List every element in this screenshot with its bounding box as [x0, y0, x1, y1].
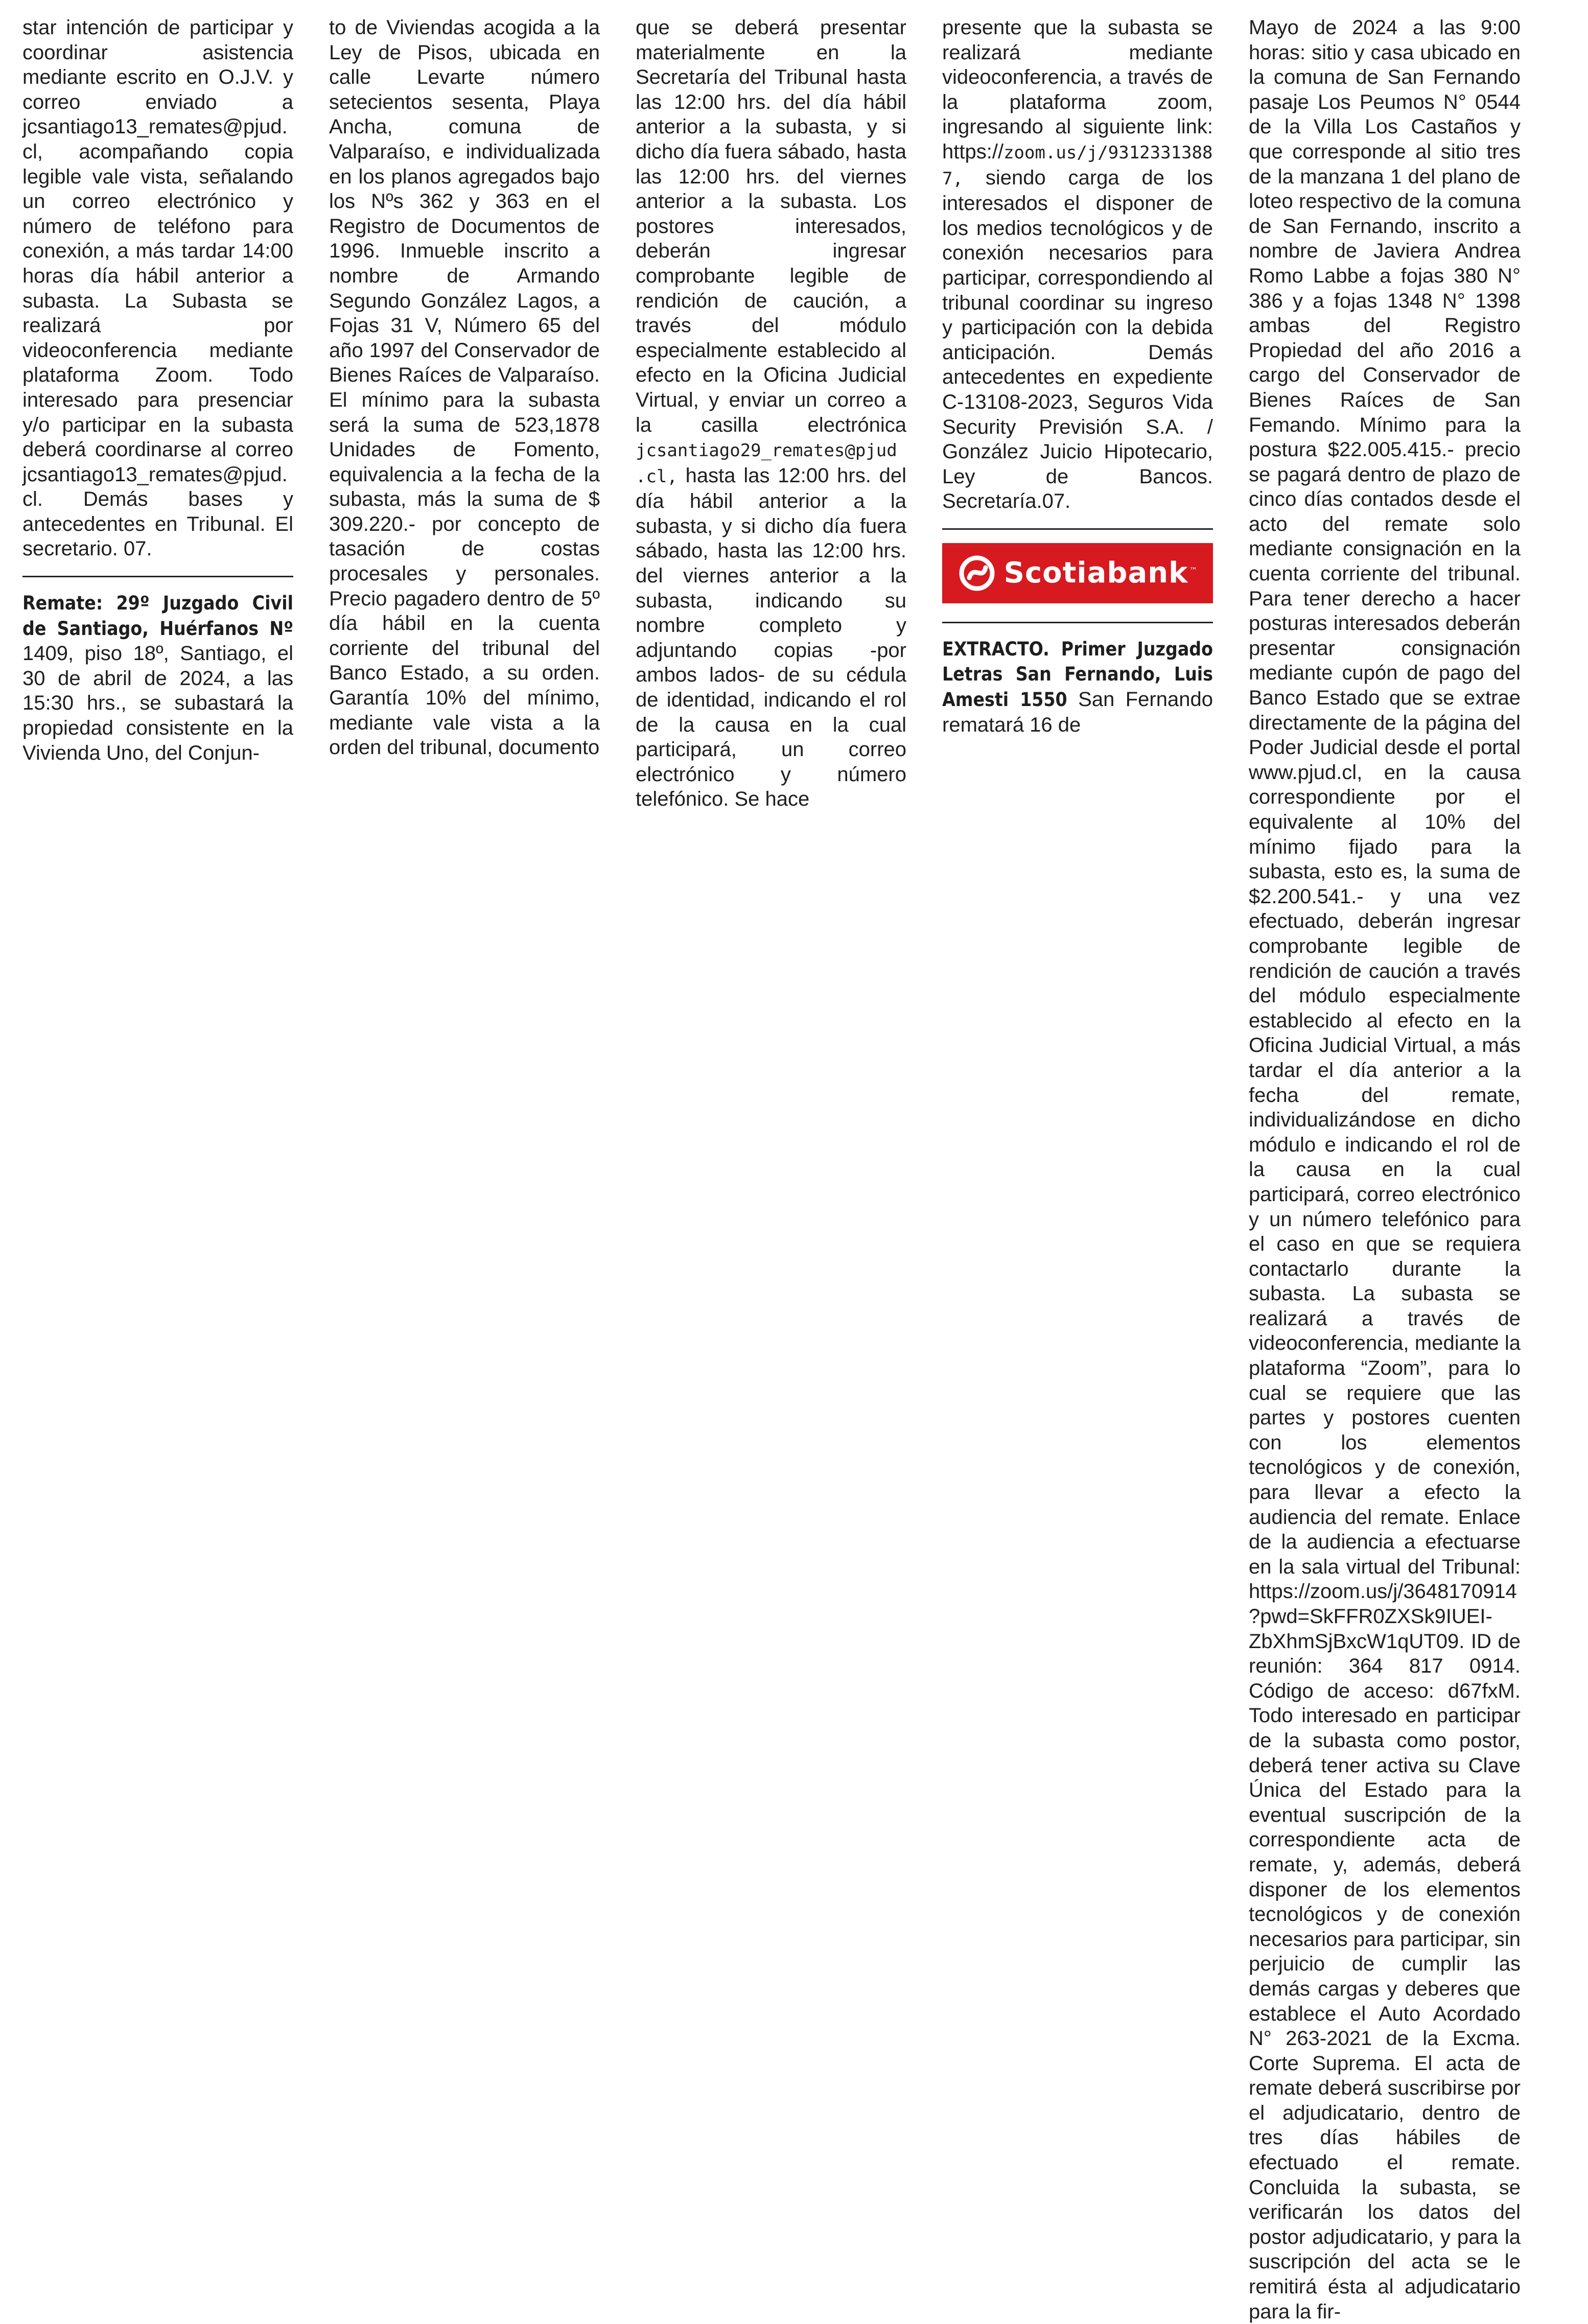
column-3: [636, 15, 906, 812]
notice-text-segment: presente que la subasta se realizará mediante videoconferencia, a través de la plataforma zoom, ingresando al siguiente link: https://: [942, 16, 1213, 163]
email-address: jcsantiago29_remates@pjud.cl,: [636, 440, 897, 487]
column-2: [329, 15, 600, 760]
column-divider: [22, 576, 293, 577]
column-4: [942, 15, 1213, 737]
logo-trademark: ™: [1189, 565, 1198, 575]
notice-body-text: [636, 15, 906, 812]
column-divider: [942, 528, 1213, 530]
notice-body-text: Mayo de 2024 a las 9:00 horas: sitio y casa ubicado en la comuna de San Fernando pasaje Los Peumos N° 0544 de la Villa Los Castaños y que corresponde al sitio tres de la manzana 1 del plano de loteo respectivo de la comuna de San Fernando, inscrito a nombre de Javiera Andrea Romo Labbe a fojas 380 N° 386 y a fojas 1348 N° 1398 ambas del Registro Propiedad del año 2016 a cargo del Conservador de Bienes Raíces de San Femando. Mínimo para la postura $22.005.415.- precio se pagará dentro de plazo de cinco días contados desde el acto del remate solo mediante consignación en la cuenta corriente del tribunal. Para tener derecho a hacer posturas interesados deberán presentar consignación mediante cupón de pago del Banco Estado que se extrae directamente de la página del Poder Judicial desde el portal www.pjud.cl, en la causa correspondiente por el equivalente al 10% del mínimo fijado para la subasta, esto es, la suma de $2.200.541.- y una vez efectuado, deberán ingresar comprobante legible de rendición de caución a través del módulo especialmente establecido al efecto en la Oficina Judicial Virtual, a más tardar el día anterior a la fecha del remate, individualizándose en dicho módulo e indicando el rol de la causa en la cual participará, correo electrónico y un número telefónico para el caso en que se requiera contactarlo durante la subasta. La subasta se realizará a través de videoconferencia, mediante la plataforma “Zoom”, para lo cual se requiere que las partes y postores cuenten con los elementos tecnológicos y de conexión, para llevar a efecto la audiencia del remate. Enlace de la audiencia a efectuarse en la sala virtual del Tribunal: https://zoom.us/j/3648170914?pwd=SkFFR0ZXSk9IUEI-ZbXhmSjBxcW1qUT09. ID de reunión: 364 817 0914. Código de acceso: d67fxM. Todo interesado en participar de la subasta como postor, deberá tener activa su Clave Única del Estado para la eventual suscripción de la correspondiente acta de remate, y, además, deberá disponer de los elementos tecnológicos y de conexión necesarios para participar, sin perjuicio de cumplir las demás cargas y deberes que establece el Auto Acordado N° 263-2021 de la Excma. Corte Suprema. El acta de remate deberá suscribirse por el adjudicatario, dentro de tres días hábiles de efectuado el remate. Concluida la subasta, se verificarán los datos del postor adjudicatario, y para la suscripción del acta se le remitirá ésta al adjudicatario para la fir-: [1249, 16, 1521, 2323]
scotiabank-logo: [942, 543, 1213, 603]
column-divider: [942, 622, 1213, 623]
zoom-link: zoom.us/j/93123313887,: [942, 142, 1213, 189]
column-5: [1249, 15, 1521, 2324]
notice-heading: EXTRACTO. Primer Juzgado Letras San Fernando, Luis Amesti 1550: [942, 638, 1213, 711]
column-1: [22, 15, 293, 765]
notice-body-text: 1409, piso 18º, Santiago, el 30 de abril de 2024, a las 15:30 hrs., se subastará la propiedad consistente en la Vivienda Uno, del Conjun-: [22, 642, 293, 764]
notice-continuation-text: star intención de participar y coordinar asistencia mediante escrito en O.J.V. y correo enviado a jcsantiago13_remates@pjud.cl, acompañando copia legible vale vista, señalando un correo electrónico y número de teléfono para conexión, a más tardar 14:00 horas día hábil anterior a subasta. La Subasta se realizará por videoconferencia mediante plataforma Zoom. Todo interesado para presenciar y/o participar en la subasta deberá coordinarse al correo jcsantiago13_remates@pjud.cl. Demás bases y antecedentes en Tribunal. El secretario. 07.: [22, 16, 293, 560]
scotiabank-flame-icon: [958, 554, 996, 592]
notice-body-text: [942, 15, 1213, 514]
logo-wordmark: Scotiabank: [1003, 556, 1188, 590]
notice-remate-29-juzgado: [22, 591, 293, 765]
notice-heading: Remate: 29º Juzgado Civil de Santiago, Huérfanos Nº: [22, 592, 293, 640]
notice-extracto-san-fernando: [942, 637, 1213, 737]
notice-text-segment: siendo carga de los interesados el disponer de los medios tecnológicos y de conexión necesarios para participar, correspondiendo al tribunal coordinar su ingreso y participación con la debida anticipación. Demás antecedentes en expediente C-13108-2023, Seguros Vida Security Previsión S.A. / González Juicio Hipotecario, Ley de Bancos. Secretaría.07.: [942, 166, 1213, 513]
notice-body-text: San Fernando rematará 16 de: [942, 688, 1213, 736]
notice-text-segment: hasta las 12:00 hrs. del día hábil anterior a la subasta, y si dicho día fuera sábado, hasta las 12:00 hrs. del viernes anterior a la subasta, indicando su nombre completo y adjuntando copias -por ambos lados- de su cédula de identidad, indicando el rol de la causa en la cual participará, un correo electrónico y número telefónico. Se hace: [636, 464, 906, 811]
notice-body-text: to de Viviendas acogida a la Ley de Pisos, ubicada en calle Levarte número setecientos sesenta, Playa Ancha, comuna de Valparaíso, e individualizada en los planos agregados bajo los Nºs 362 y 363 en el Registro de Documentos de 1996. Inmueble inscrito a nombre de Armando Segundo González Lagos, a Fojas 31 V, Número 65 del año 1997 del Conservador de Bienes Raíces de Valparaíso. El mínimo para la subasta será la suma de 523,1878 Unidades de Fomento, equivalencia a la fecha de la subasta, más la suma de $ 309.220.- por concepto de tasación de costas procesales y personales. Precio pagadero dentro de 5º día hábil en la cuenta corriente del tribunal del Banco Estado, a su orden. Garantía 10% del mínimo, mediante vale vista a la orden del tribunal, documento: [329, 16, 600, 759]
notice-text-segment: que se deberá presentar materialmente en la Secretaría del Tribunal hasta las 12:00 hrs. del día hábil anterior a la subasta, y si dicho día fuera sábado, hasta las 12:00 hrs. del viernes anterior a la subasta. Los postores interesados, deberán ingresar comprobante legible de rendición de caución, a través del módulo especialmente establecido al efecto en la Oficina Judicial Virtual, y enviar un correo a la casilla electrónica: [636, 16, 906, 436]
